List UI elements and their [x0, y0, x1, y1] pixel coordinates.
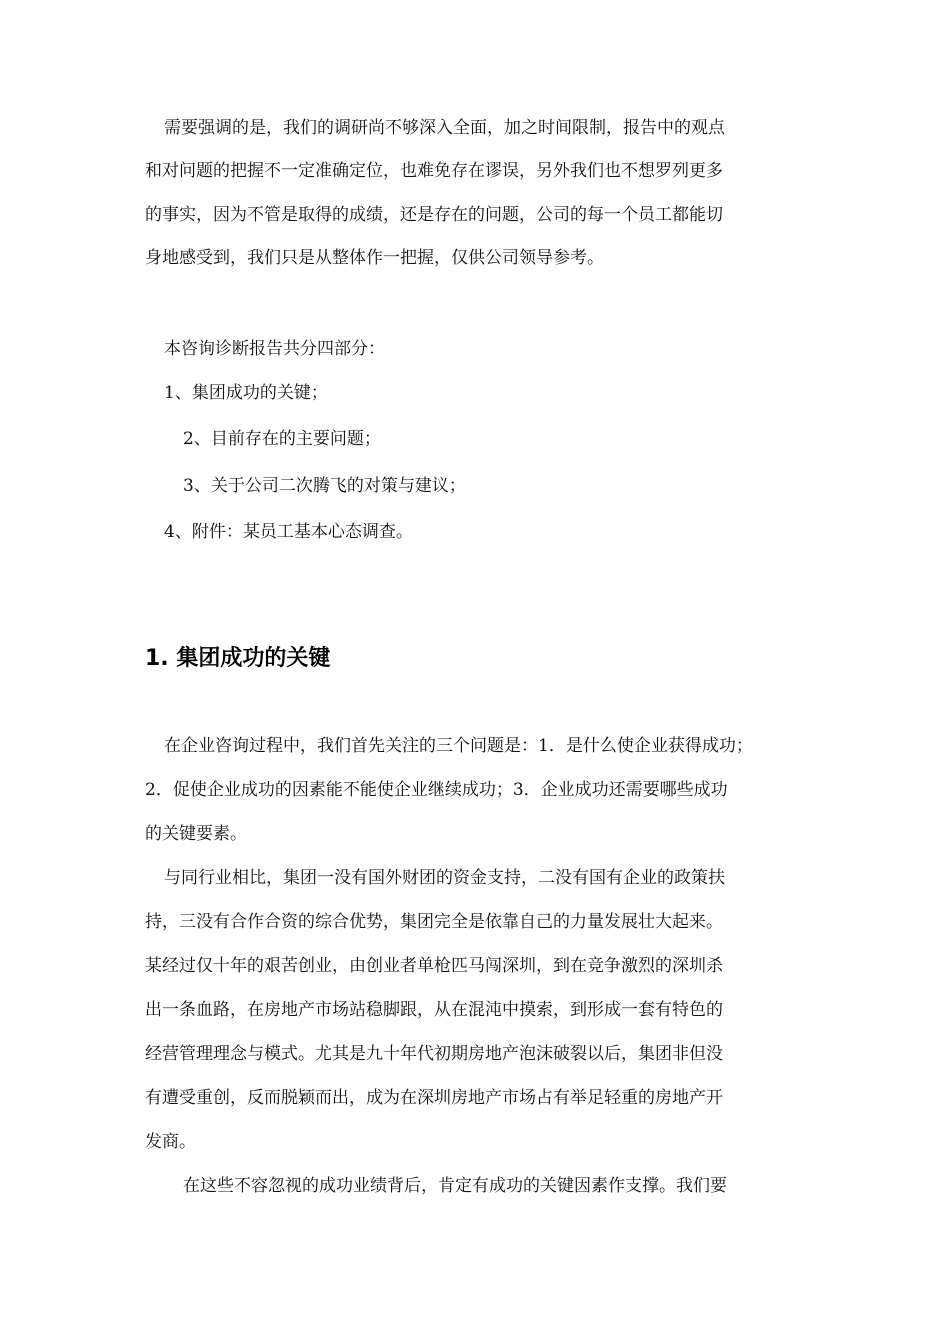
para3-line-1: 在这些不容忽视的成功业绩背后，肯定有成功的关键因素作支撑。我们要 [183, 1176, 727, 1196]
para2-line-7: 发商。 [145, 1132, 196, 1152]
para2-line-6: 有遭受重创，反而脱颖而出，成为在深圳房地产市场占有举足轻重的房地产开 [145, 1088, 723, 1108]
para2-line-1: 与同行业相比，集团一没有国外财团的资金支持，二没有国有企业的政策扶 [164, 868, 725, 888]
outline-intro: 本咨询诊断报告共分四部分： [164, 339, 385, 359]
outline-item-3: 3、关于公司二次腾飞的对策与建议； [183, 476, 466, 496]
para2-line-2: 持，三没有合作合资的综合优势，集团完全是依靠自己的力量发展壮大起来。 [145, 912, 723, 932]
para2-line-3: 某经过仅十年的艰苦创业，由创业者单枪匹马闯深圳，到在竞争激烈的深圳杀 [145, 956, 723, 976]
intro-line-1: 需要强调的是，我们的调研尚不够深入全面，加之时间限制，报告中的观点 [164, 118, 725, 138]
para1-line-1: 在企业咨询过程中，我们首先关注的三个问题是：1．是什么使企业获得成功； [164, 736, 753, 756]
para2-line-5: 经营管理理念与模式。尤其是九十年代初期房地产泡沫破裂以后，集团非但没 [145, 1044, 723, 1064]
intro-line-2: 和对问题的把握不一定准确定位，也难免存在谬误，另外我们也不想罗列更多 [145, 161, 723, 181]
para1-line-3: 的关键要素。 [145, 824, 247, 844]
intro-line-3: 的事实，因为不管是取得的成绩，还是存在的问题，公司的每一个员工都能切 [145, 205, 723, 225]
outline-item-1: 1、集团成功的关键； [164, 383, 328, 403]
outline-item-2: 2、目前存在的主要问题； [183, 429, 381, 449]
section-heading: 1. 集团成功的关键 [145, 646, 331, 671]
intro-line-4: 身地感受到，我们只是从整体作一把握，仅供公司领导参考。 [145, 248, 604, 268]
outline-item-4: 4、附件：某员工基本心态调查。 [164, 522, 413, 542]
para2-line-4: 出一条血路，在房地产市场站稳脚跟，从在混沌中摸索，到形成一套有特色的 [145, 1000, 723, 1020]
para1-line-2: 2．促使企业成功的因素能不能使企业继续成功；3．企业成功还需要哪些成功 [145, 780, 728, 800]
